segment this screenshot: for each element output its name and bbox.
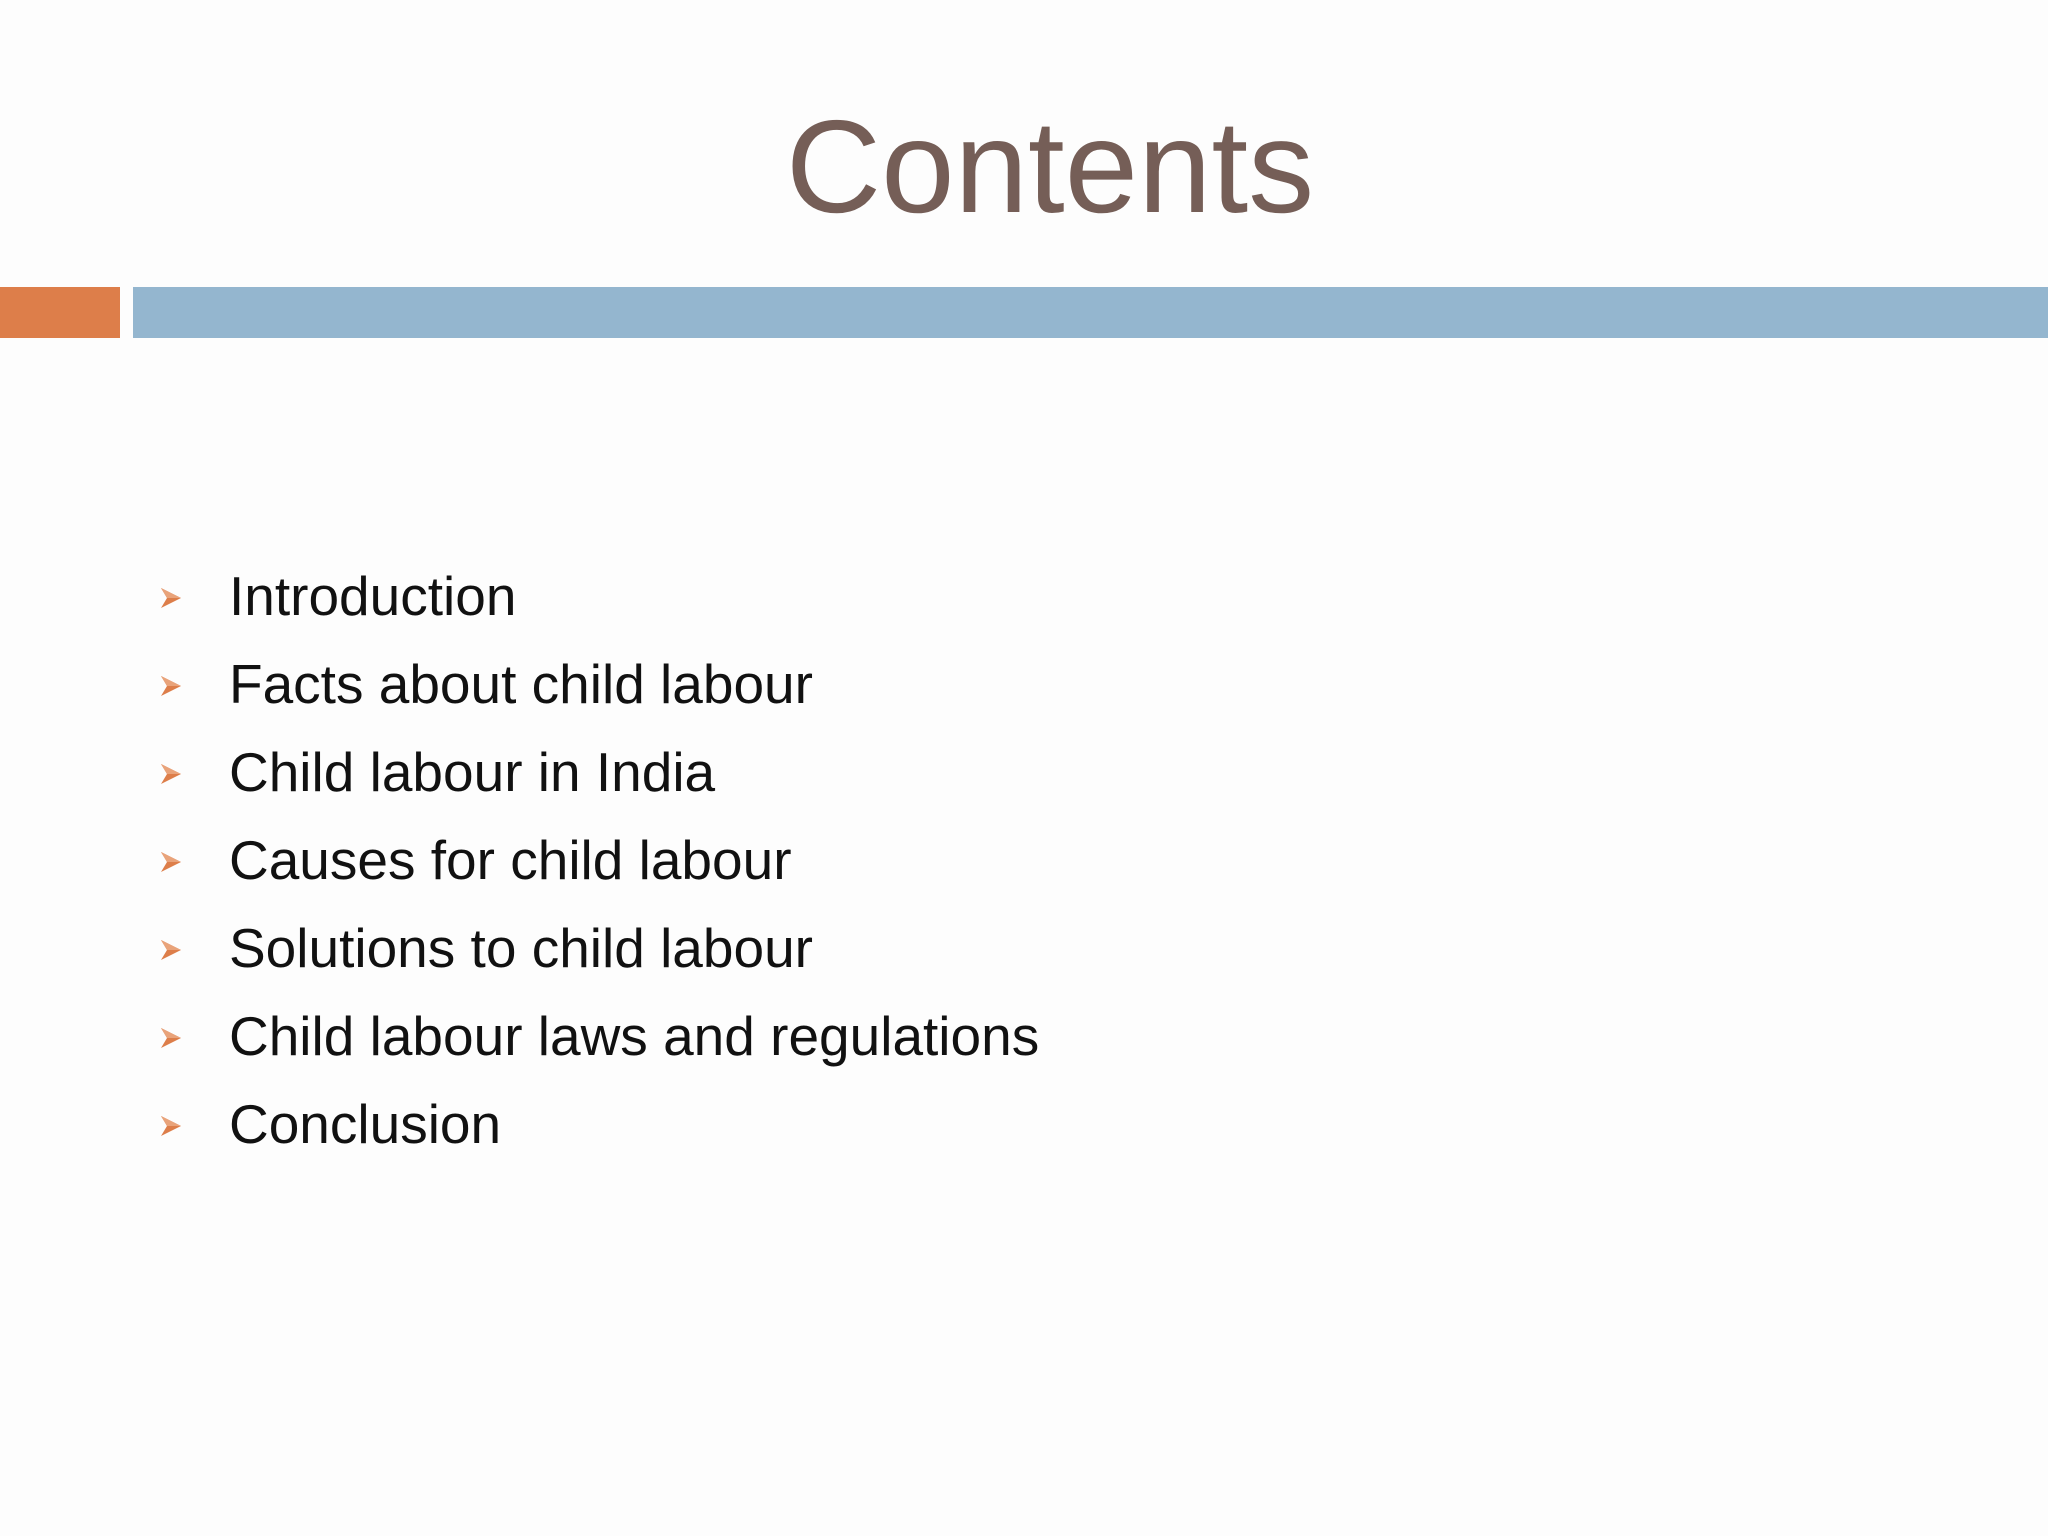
title-accent-bar bbox=[0, 287, 120, 338]
arrow-bullet-icon bbox=[160, 586, 182, 610]
arrow-bullet-icon bbox=[160, 1114, 182, 1138]
list-item-label: Causes for child labour bbox=[229, 829, 792, 891]
list-item-label: Child labour in India bbox=[229, 741, 716, 803]
list-item-label: Facts about child labour bbox=[229, 653, 813, 715]
title-divider-bar bbox=[133, 287, 2048, 338]
list-item-label: Introduction bbox=[229, 565, 517, 627]
arrow-bullet-icon bbox=[160, 762, 182, 786]
arrow-bullet-icon bbox=[160, 1026, 182, 1050]
list-item-label: Solutions to child labour bbox=[229, 917, 813, 979]
arrow-bullet-icon bbox=[160, 674, 182, 698]
arrow-bullet-icon bbox=[160, 938, 182, 962]
slide-title: Contents bbox=[785, 93, 1315, 240]
list-item-label: Conclusion bbox=[229, 1093, 502, 1155]
arrow-bullet-icon bbox=[160, 850, 182, 874]
list-item-label: Child labour laws and regulations bbox=[229, 1005, 1040, 1067]
